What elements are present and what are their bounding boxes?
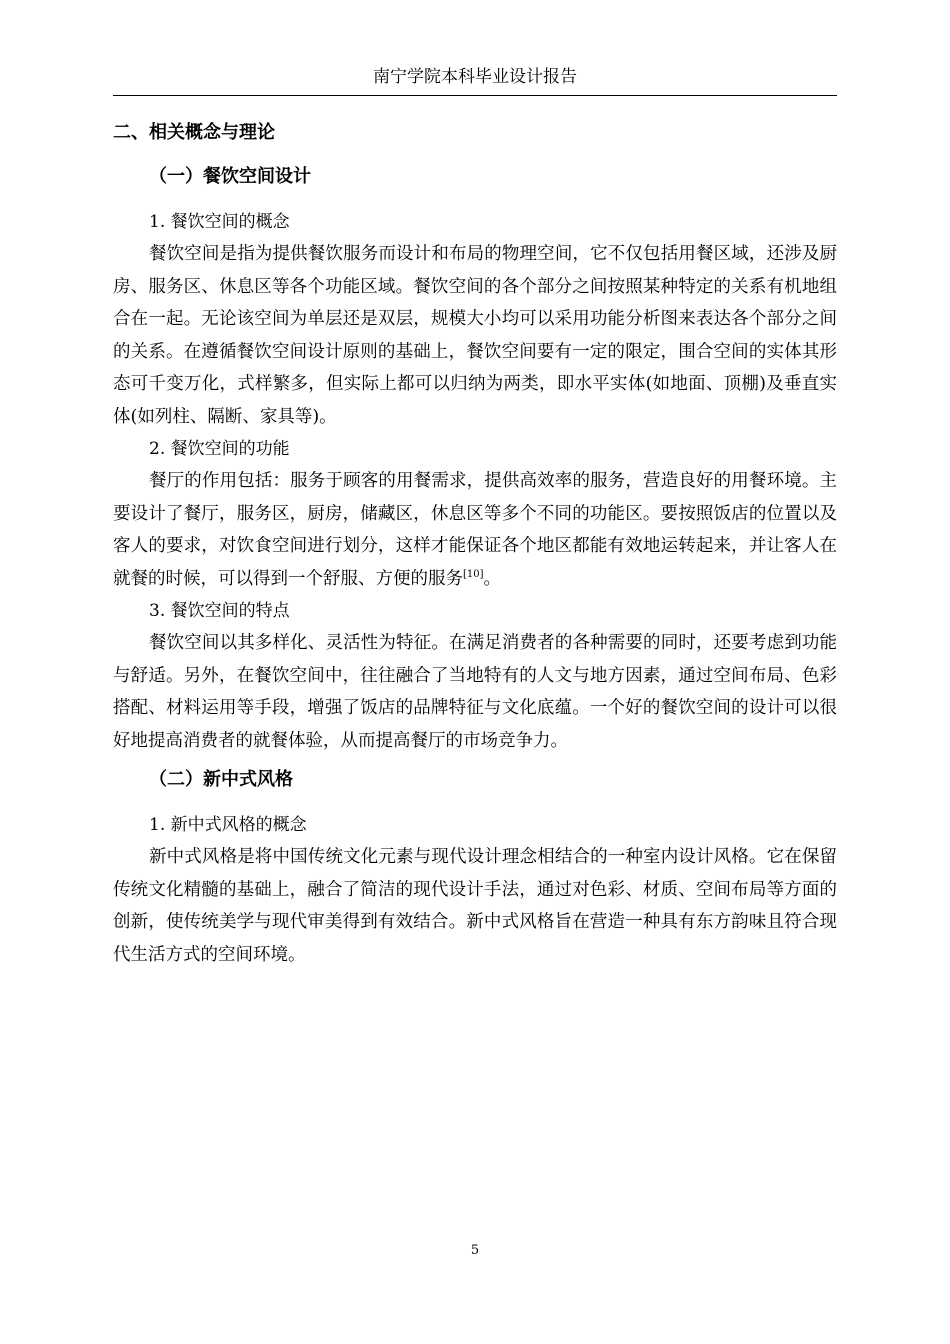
page-content xyxy=(113,118,837,971)
item-heading-1-3: 3. 餐饮空间的特点 xyxy=(149,601,290,621)
item-paragraph-1-3: 餐饮空间以其多样化、灵活性为特征。在满足消费者的各种需要的同时，还要考虑到功能与舒适。另外，在餐饮空间中，往往融合了当地特有的人文与地方因素，通过空间布局、色彩搭配、材料运用等手段，增强了饭店的品牌特征与文化底蕴。一个好的餐饮空间的设计可以很好地提高消费者的就餐体验，从而提高餐厅的市场竞争力。 xyxy=(113,633,837,751)
citation-ref: [10] xyxy=(463,568,484,580)
item-heading-1-1: 1. 餐饮空间的概念 xyxy=(149,212,290,232)
item-paragraph-2-1: 新中式风格是将中国传统文化元素与现代设计理念相结合的一种室内设计风格。它在保留传统文化精髓的基础上，融合了简洁的现代设计手法，通过对色彩、材质、空间布局等方面的创新，使传统美学与现代审美得到有效结合。新中式风格旨在营造一种具有东方韵味且符合现代生活方式的空间环境。 xyxy=(113,847,837,965)
item-paragraph-1-2 xyxy=(113,465,837,595)
subsection-title-2: （二）新中式风格 xyxy=(149,769,293,790)
item-paragraph-1-2-tail: 。 xyxy=(483,568,502,589)
header-divider xyxy=(113,95,837,96)
section-title: 二、相关概念与理论 xyxy=(113,122,275,143)
page-number: 5 xyxy=(470,1243,480,1258)
subsection-title-1: （一）餐饮空间设计 xyxy=(149,166,311,187)
item-paragraph-1-2-text: 餐厅的作用包括：服务于顾客的用餐需求，提供高效率的服务，营造良好的用餐环境。主要设计了餐厅，服务区，厨房，储藏区，休息区等多个不同的功能区。要按照饭店的位置以及客人的要求，对饮食空间进行划分，这样才能保证各个地区都能有效地运转起来，并让客人在就餐的时候，可以得到一个舒服、方便的服务 xyxy=(113,471,837,589)
item-heading-1-2: 2. 餐饮空间的功能 xyxy=(149,439,290,459)
running-header: 南宁学院本科毕业设计报告 xyxy=(373,67,577,87)
item-heading-2-1: 1. 新中式风格的概念 xyxy=(149,815,307,835)
item-paragraph-1-1: 餐饮空间是指为提供餐饮服务而设计和布局的物理空间，它不仅包括用餐区域，还涉及厨房、服务区、休息区等各个功能区域。餐饮空间的各个部分之间按照某种特定的关系有机地组合在一起。无论该空间为单层还是双层，规模大小均可以采用功能分析图来表达各个部分之间的关系。在遵循餐饮空间设计原则的基础上，餐饮空间要有一定的限定，围合空间的实体其形态可千变万化，式样繁多，但实际上都可以归纳为两类，即水平实体(如地面、顶棚)及垂直实体(如列柱、隔断、家具等)。 xyxy=(113,244,837,427)
